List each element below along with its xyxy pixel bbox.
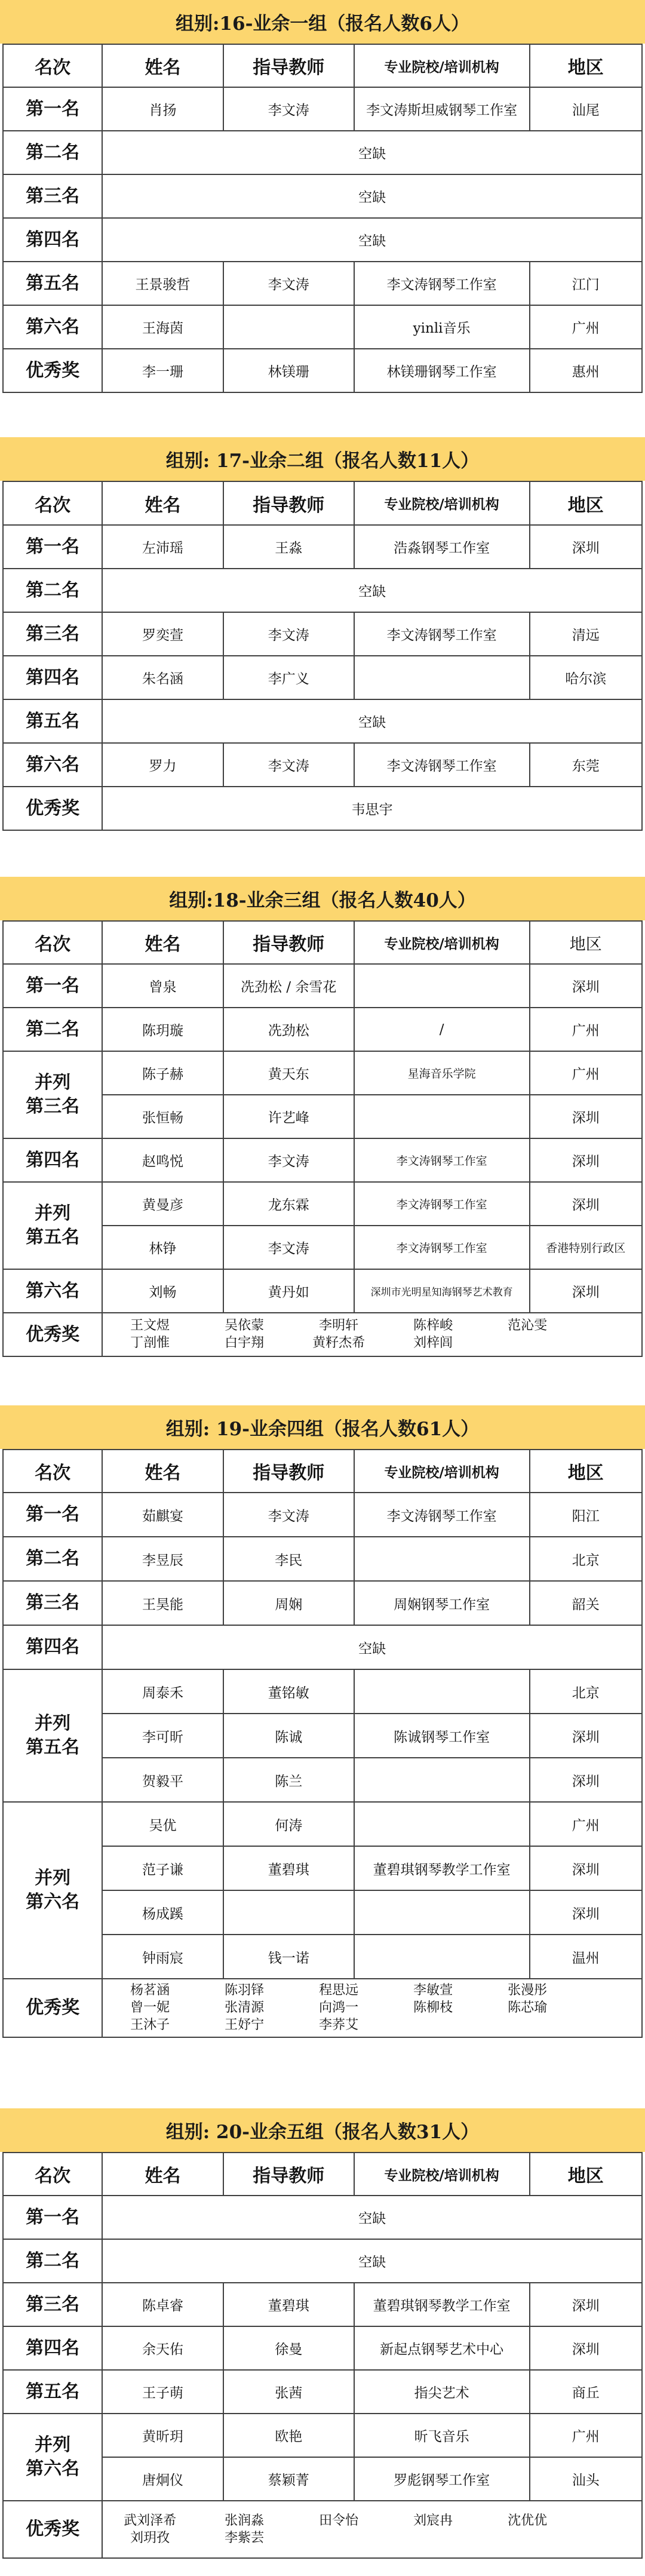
excellent-name: 吴依蒙 <box>225 1318 265 1333</box>
table-row <box>3 964 642 1008</box>
header-rank: 名次 <box>3 921 102 964</box>
teacher-cell: 李文涛 <box>223 743 354 787</box>
region-cell: 东莞 <box>530 743 642 787</box>
excellent-name: 白宇翔 <box>225 1335 265 1350</box>
school-cell: 李文涛钢琴工作室 <box>354 1226 530 1269</box>
excellent-name: 刘玥孜 <box>130 2530 170 2546</box>
header-region: 地区 <box>530 921 642 964</box>
rank-cell: 并列 第三名 <box>3 1051 102 1138</box>
table-header-row <box>3 921 642 964</box>
excellent-name: 陈羽铎 <box>225 1983 265 1998</box>
excellent-names-cell <box>102 2501 642 2558</box>
rank-cell: 第四名 <box>3 2326 102 2370</box>
name-cell: 赵鸣悦 <box>102 1138 223 1182</box>
excellent-name: 丁剖惟 <box>130 1335 170 1350</box>
teacher-cell: 陈诚 <box>223 1714 354 1758</box>
table-row <box>3 2370 642 2414</box>
excellent-name: 李明轩 <box>319 1318 359 1333</box>
excellent-name: 曾一妮 <box>130 2000 170 2015</box>
header-school: 专业院校/培训机构 <box>354 921 530 964</box>
header-rank: 名次 <box>3 1450 102 1493</box>
vacant-cell: 空缺 <box>102 699 642 743</box>
school-cell: 星海音乐学院 <box>354 1051 530 1095</box>
rank-cell: 第一名 <box>3 87 102 131</box>
header-name: 姓名 <box>102 1450 223 1493</box>
region-cell: 广州 <box>530 2414 642 2457</box>
teacher-cell: 冼劲松 <box>223 1008 354 1051</box>
name-cell: 张恒畅 <box>102 1095 223 1138</box>
rank-cell: 第二名 <box>3 1008 102 1051</box>
header-name: 姓名 <box>102 44 223 87</box>
region-cell: 深圳 <box>530 1269 642 1313</box>
rank-cell: 第一名 <box>3 1493 102 1537</box>
school-cell <box>354 964 530 1008</box>
table-row <box>3 2326 642 2370</box>
school-cell: 昕飞音乐 <box>354 2414 530 2457</box>
header-name: 姓名 <box>102 481 223 525</box>
table-row <box>3 1537 642 1581</box>
name-cell: 周泰禾 <box>102 1669 223 1714</box>
rank-cell: 第三名 <box>3 174 102 218</box>
name-cell: 黄昕玥 <box>102 2414 223 2457</box>
header-school: 专业院校/培训机构 <box>354 2153 530 2196</box>
school-cell <box>354 1537 530 1581</box>
table-row <box>3 787 642 830</box>
teacher-cell: 董铭敏 <box>223 1669 354 1714</box>
vacant-cell: 空缺 <box>102 2196 642 2239</box>
teacher-cell: 许艺峰 <box>223 1095 354 1138</box>
header-teacher: 指导教师 <box>223 921 354 964</box>
region-cell: 深圳 <box>530 1182 642 1226</box>
school-cell: yinli音乐 <box>354 305 530 349</box>
group-18-table <box>2 920 643 1357</box>
school-cell: 罗彪钢琴工作室 <box>354 2457 530 2501</box>
school-cell: 深圳市光明星知海钢琴艺术教育 <box>354 1269 530 1313</box>
excellent-name: 张润淼 <box>225 2513 265 2528</box>
group-20-title: 组别: 20-业余五组（报名人数31人） <box>0 2108 645 2152</box>
school-cell: 李文涛钢琴工作室 <box>354 1493 530 1537</box>
region-cell: 北京 <box>530 1537 642 1581</box>
excellent-name: 刘梓闾 <box>413 1335 453 1350</box>
school-cell <box>354 1935 530 1979</box>
table-row <box>3 174 642 218</box>
region-cell: 广州 <box>530 1802 642 1846</box>
header-school: 专业院校/培训机构 <box>354 481 530 525</box>
teacher-cell: 董碧琪 <box>223 2283 354 2326</box>
region-cell: 韶关 <box>530 1581 642 1625</box>
table-row <box>3 87 642 131</box>
rank-cell: 第二名 <box>3 131 102 174</box>
header-school: 专业院校/培训机构 <box>354 1450 530 1493</box>
teacher-cell: 李文涛 <box>223 1493 354 1537</box>
region-cell: 深圳 <box>530 2326 642 2370</box>
excellent-name: 张漫彤 <box>508 1983 548 1998</box>
teacher-cell: 龙东霖 <box>223 1182 354 1226</box>
name-cell: 茹麒宴 <box>102 1493 223 1537</box>
region-cell: 深圳 <box>530 1846 642 1890</box>
region-cell: 广州 <box>530 1008 642 1051</box>
table-row <box>3 699 642 743</box>
school-cell: 林镁珊钢琴工作室 <box>354 349 530 392</box>
school-cell <box>354 1669 530 1714</box>
region-cell: 汕头 <box>530 2457 642 2501</box>
excellent-name: 张清源 <box>225 2000 265 2015</box>
excellent-name: 向鸿一 <box>319 2000 359 2015</box>
table-row <box>3 1625 642 1669</box>
region-cell: 香港特别行政区 <box>530 1226 642 1269</box>
rank-cell: 第二名 <box>3 2239 102 2283</box>
table-row <box>3 1182 642 1226</box>
teacher-cell: 黄天东 <box>223 1051 354 1095</box>
rank-cell: 第三名 <box>3 2283 102 2326</box>
name-cell: 李一珊 <box>102 349 223 392</box>
table-row <box>3 2283 642 2326</box>
teacher-cell: 李文涛 <box>223 262 354 305</box>
school-cell: 李文涛钢琴工作室 <box>354 1138 530 1182</box>
table-row <box>3 1979 642 2037</box>
school-cell <box>354 1890 530 1935</box>
teacher-cell <box>223 1890 354 1935</box>
teacher-cell: 李文涛 <box>223 612 354 656</box>
teacher-cell: 李广义 <box>223 656 354 699</box>
name-cell: 朱名涵 <box>102 656 223 699</box>
teacher-cell: 张茜 <box>223 2370 354 2414</box>
header-teacher: 指导教师 <box>223 481 354 525</box>
name-cell: 杨成蹊 <box>102 1890 223 1935</box>
rank-cell: 第一名 <box>3 964 102 1008</box>
header-rank: 名次 <box>3 2153 102 2196</box>
region-cell: 江门 <box>530 262 642 305</box>
teacher-cell: 蔡颖菁 <box>223 2457 354 2501</box>
rank-cell: 第四名 <box>3 1138 102 1182</box>
rank-cell: 优秀奖 <box>3 349 102 392</box>
header-region: 地区 <box>530 44 642 87</box>
header-region: 地区 <box>530 481 642 525</box>
school-cell: 李文涛钢琴工作室 <box>354 743 530 787</box>
header-rank: 名次 <box>3 481 102 525</box>
table-row <box>3 1581 642 1625</box>
group-17-table <box>2 481 643 831</box>
excellent-name: 陈梓峻 <box>413 1318 453 1333</box>
name-cell: 李昱辰 <box>102 1537 223 1581</box>
region-cell: 商丘 <box>530 2370 642 2414</box>
rank-cell: 并列 第六名 <box>3 2414 102 2501</box>
teacher-cell: 周娴 <box>223 1581 354 1625</box>
excellent-name: 李荞艾 <box>319 2018 359 2032</box>
group-20-table <box>2 2152 643 2559</box>
table-row <box>3 262 642 305</box>
school-cell <box>354 656 530 699</box>
region-cell: 广州 <box>530 305 642 349</box>
name-cell: 罗力 <box>102 743 223 787</box>
table-row <box>3 305 642 349</box>
region-cell: 深圳 <box>530 525 642 569</box>
rank-cell: 第四名 <box>3 218 102 262</box>
region-cell: 哈尔滨 <box>530 656 642 699</box>
table-header-row <box>3 1450 642 1493</box>
rank-cell: 并列 第五名 <box>3 1669 102 1802</box>
region-cell: 惠州 <box>530 349 642 392</box>
name-cell: 吴优 <box>102 1802 223 1846</box>
table-row <box>3 2414 642 2457</box>
group-18-section <box>0 877 645 1357</box>
name-cell: 肖扬 <box>102 87 223 131</box>
rank-cell: 优秀奖 <box>3 2501 102 2558</box>
rank-cell: 第六名 <box>3 305 102 349</box>
group-16-title: 组别:16-业余一组（报名人数6人） <box>0 0 645 44</box>
table-row <box>3 2196 642 2239</box>
name-cell: 王子萌 <box>102 2370 223 2414</box>
school-cell: 李文涛钢琴工作室 <box>354 1182 530 1226</box>
teacher-cell: 冼劲松 / 余雪花 <box>223 964 354 1008</box>
school-cell: 董碧琪钢琴教学工作室 <box>354 1846 530 1890</box>
rank-cell: 第二名 <box>3 1537 102 1581</box>
name-cell: 林铮 <box>102 1226 223 1269</box>
excellent-names-list <box>105 2513 639 2546</box>
header-teacher: 指导教师 <box>223 2153 354 2196</box>
table-row <box>3 1051 642 1095</box>
school-cell: 李文涛钢琴工作室 <box>354 612 530 656</box>
rank-cell: 第三名 <box>3 612 102 656</box>
excellent-name: 刘宸冉 <box>413 2513 453 2528</box>
excellent-name: 程思远 <box>319 1983 359 1998</box>
school-cell: 浩淼钢琴工作室 <box>354 525 530 569</box>
name-cell: 王昊能 <box>102 1581 223 1625</box>
name-cell: 左沛瑶 <box>102 525 223 569</box>
vacant-cell: 空缺 <box>102 218 642 262</box>
excellent-name: 武刘泽希 <box>124 2513 177 2528</box>
school-cell <box>354 1758 530 1802</box>
excellent-name: 李敏萱 <box>413 1983 453 1998</box>
header-rank: 名次 <box>3 44 102 87</box>
teacher-cell: 李文涛 <box>223 87 354 131</box>
name-cell: 王海茵 <box>102 305 223 349</box>
table-header-row <box>3 481 642 525</box>
group-17-section <box>0 437 645 831</box>
header-school: 专业院校/培训机构 <box>354 44 530 87</box>
teacher-cell: 钱一诺 <box>223 1935 354 1979</box>
rank-cell: 第二名 <box>3 569 102 612</box>
table-row <box>3 1008 642 1051</box>
excellent-name: 陈柳枝 <box>413 2000 453 2015</box>
group-19-section <box>0 1405 645 2038</box>
excellent-name: 王文煜 <box>130 1318 170 1333</box>
group-20-section <box>0 2108 645 2559</box>
teacher-cell: 李文涛 <box>223 1138 354 1182</box>
table-row <box>3 2239 642 2283</box>
teacher-cell: 李文涛 <box>223 1226 354 1269</box>
group-16-section <box>0 0 645 393</box>
header-name: 姓名 <box>102 2153 223 2196</box>
name-cell: 王景骏哲 <box>102 262 223 305</box>
table-row <box>3 1313 642 1356</box>
rank-cell: 并列 第六名 <box>3 1802 102 1979</box>
excellent-names-cell: 韦思宇 <box>102 787 642 830</box>
rank-cell: 第四名 <box>3 656 102 699</box>
region-cell: 北京 <box>530 1669 642 1714</box>
school-cell: 周娴钢琴工作室 <box>354 1581 530 1625</box>
rank-cell: 第五名 <box>3 262 102 305</box>
group-16-table <box>2 44 643 393</box>
table-row <box>3 1138 642 1182</box>
vacant-cell: 空缺 <box>102 1625 642 1669</box>
rank-cell: 第六名 <box>3 743 102 787</box>
table-row <box>3 349 642 392</box>
table-header-row <box>3 44 642 87</box>
name-cell: 曾泉 <box>102 964 223 1008</box>
header-teacher: 指导教师 <box>223 1450 354 1493</box>
rank-cell: 第五名 <box>3 2370 102 2414</box>
region-cell: 清远 <box>530 612 642 656</box>
school-cell: 董碧琪钢琴教学工作室 <box>354 2283 530 2326</box>
rank-cell: 第三名 <box>3 1581 102 1625</box>
teacher-cell: 徐曼 <box>223 2326 354 2370</box>
excellent-name: 黄籽杰希 <box>312 1335 366 1350</box>
name-cell: 钟雨宸 <box>102 1935 223 1979</box>
table-row <box>3 743 642 787</box>
rank-cell: 优秀奖 <box>3 787 102 830</box>
excellent-name: 王沐子 <box>130 2018 170 2032</box>
table-header-row <box>3 2153 642 2196</box>
rank-cell: 优秀奖 <box>3 1979 102 2037</box>
region-cell: 深圳 <box>530 1714 642 1758</box>
school-cell: 李文涛钢琴工作室 <box>354 262 530 305</box>
teacher-cell: 黄丹如 <box>223 1269 354 1313</box>
group-18-title: 组别:18-业余三组（报名人数40人） <box>0 877 645 920</box>
name-cell: 贺毅平 <box>102 1758 223 1802</box>
region-cell: 深圳 <box>530 964 642 1008</box>
name-cell: 李可昕 <box>102 1714 223 1758</box>
region-cell: 阳江 <box>530 1493 642 1537</box>
table-row <box>3 1269 642 1313</box>
teacher-cell: 欧艳 <box>223 2414 354 2457</box>
header-region: 地区 <box>530 1450 642 1493</box>
excellent-name: 王妤宁 <box>225 2018 265 2032</box>
name-cell: 刘畅 <box>102 1269 223 1313</box>
school-cell: 指尖艺术 <box>354 2370 530 2414</box>
excellent-names-cell <box>102 1979 642 2037</box>
name-cell: 陈卓睿 <box>102 2283 223 2326</box>
table-row <box>3 1493 642 1537</box>
header-name: 姓名 <box>102 921 223 964</box>
school-cell: 新起点钢琴艺术中心 <box>354 2326 530 2370</box>
vacant-cell: 空缺 <box>102 174 642 218</box>
excellent-name: 田令怡 <box>319 2513 359 2528</box>
teacher-cell: 王淼 <box>223 525 354 569</box>
teacher-cell: 何涛 <box>223 1802 354 1846</box>
table-row <box>3 656 642 699</box>
teacher-cell: 董碧琪 <box>223 1846 354 1890</box>
excellent-name: 陈芯瑜 <box>508 2000 548 2015</box>
group-19-title: 组别: 19-业余四组（报名人数61人） <box>0 1405 645 1449</box>
name-cell: 陈玥璇 <box>102 1008 223 1051</box>
school-cell: 李文涛斯坦威钢琴工作室 <box>354 87 530 131</box>
table-row <box>3 612 642 656</box>
name-cell: 余天佑 <box>102 2326 223 2370</box>
excellent-name: 杨茗涵 <box>130 1983 170 1998</box>
vacant-cell: 空缺 <box>102 569 642 612</box>
rank-cell: 第四名 <box>3 1625 102 1669</box>
header-region: 地区 <box>530 2153 642 2196</box>
region-cell: 温州 <box>530 1935 642 1979</box>
header-teacher: 指导教师 <box>223 44 354 87</box>
teacher-cell: 陈兰 <box>223 1758 354 1802</box>
excellent-names-list <box>105 1983 639 2033</box>
table-row <box>3 1802 642 1846</box>
rank-cell: 第五名 <box>3 699 102 743</box>
region-cell: 深圳 <box>530 1138 642 1182</box>
name-cell: 陈子赫 <box>102 1051 223 1095</box>
table-row <box>3 569 642 612</box>
excellent-name: 范沁雯 <box>508 1318 548 1333</box>
excellent-name: 李紫芸 <box>225 2530 265 2546</box>
teacher-cell <box>223 305 354 349</box>
name-cell: 唐炯仪 <box>102 2457 223 2501</box>
school-cell: 陈诚钢琴工作室 <box>354 1714 530 1758</box>
group-17-title: 组别: 17-业余二组（报名人数11人） <box>0 437 645 481</box>
school-cell: / <box>354 1008 530 1051</box>
table-row <box>3 1669 642 1714</box>
table-row <box>3 525 642 569</box>
school-cell <box>354 1802 530 1846</box>
rank-cell: 优秀奖 <box>3 1313 102 1356</box>
name-cell: 黄曼彦 <box>102 1182 223 1226</box>
region-cell: 深圳 <box>530 1890 642 1935</box>
excellent-names-cell <box>102 1313 642 1356</box>
rank-cell: 第六名 <box>3 1269 102 1313</box>
vacant-cell: 空缺 <box>102 2239 642 2283</box>
teacher-cell: 林镁珊 <box>223 349 354 392</box>
table-row <box>3 131 642 174</box>
table-row <box>3 218 642 262</box>
region-cell: 汕尾 <box>530 87 642 131</box>
excellent-name: 沈优优 <box>508 2513 548 2528</box>
vacant-cell: 空缺 <box>102 131 642 174</box>
teacher-cell: 李民 <box>223 1537 354 1581</box>
table-row <box>3 2501 642 2558</box>
rank-cell: 并列 第五名 <box>3 1182 102 1269</box>
school-cell <box>354 1095 530 1138</box>
name-cell: 罗奕萱 <box>102 612 223 656</box>
group-19-table <box>2 1449 643 2038</box>
rank-cell: 第一名 <box>3 2196 102 2239</box>
region-cell: 深圳 <box>530 1758 642 1802</box>
excellent-names-list <box>105 1318 639 1351</box>
region-cell: 深圳 <box>530 2283 642 2326</box>
region-cell: 深圳 <box>530 1095 642 1138</box>
name-cell: 范子谦 <box>102 1846 223 1890</box>
region-cell: 广州 <box>530 1051 642 1095</box>
rank-cell: 第一名 <box>3 525 102 569</box>
